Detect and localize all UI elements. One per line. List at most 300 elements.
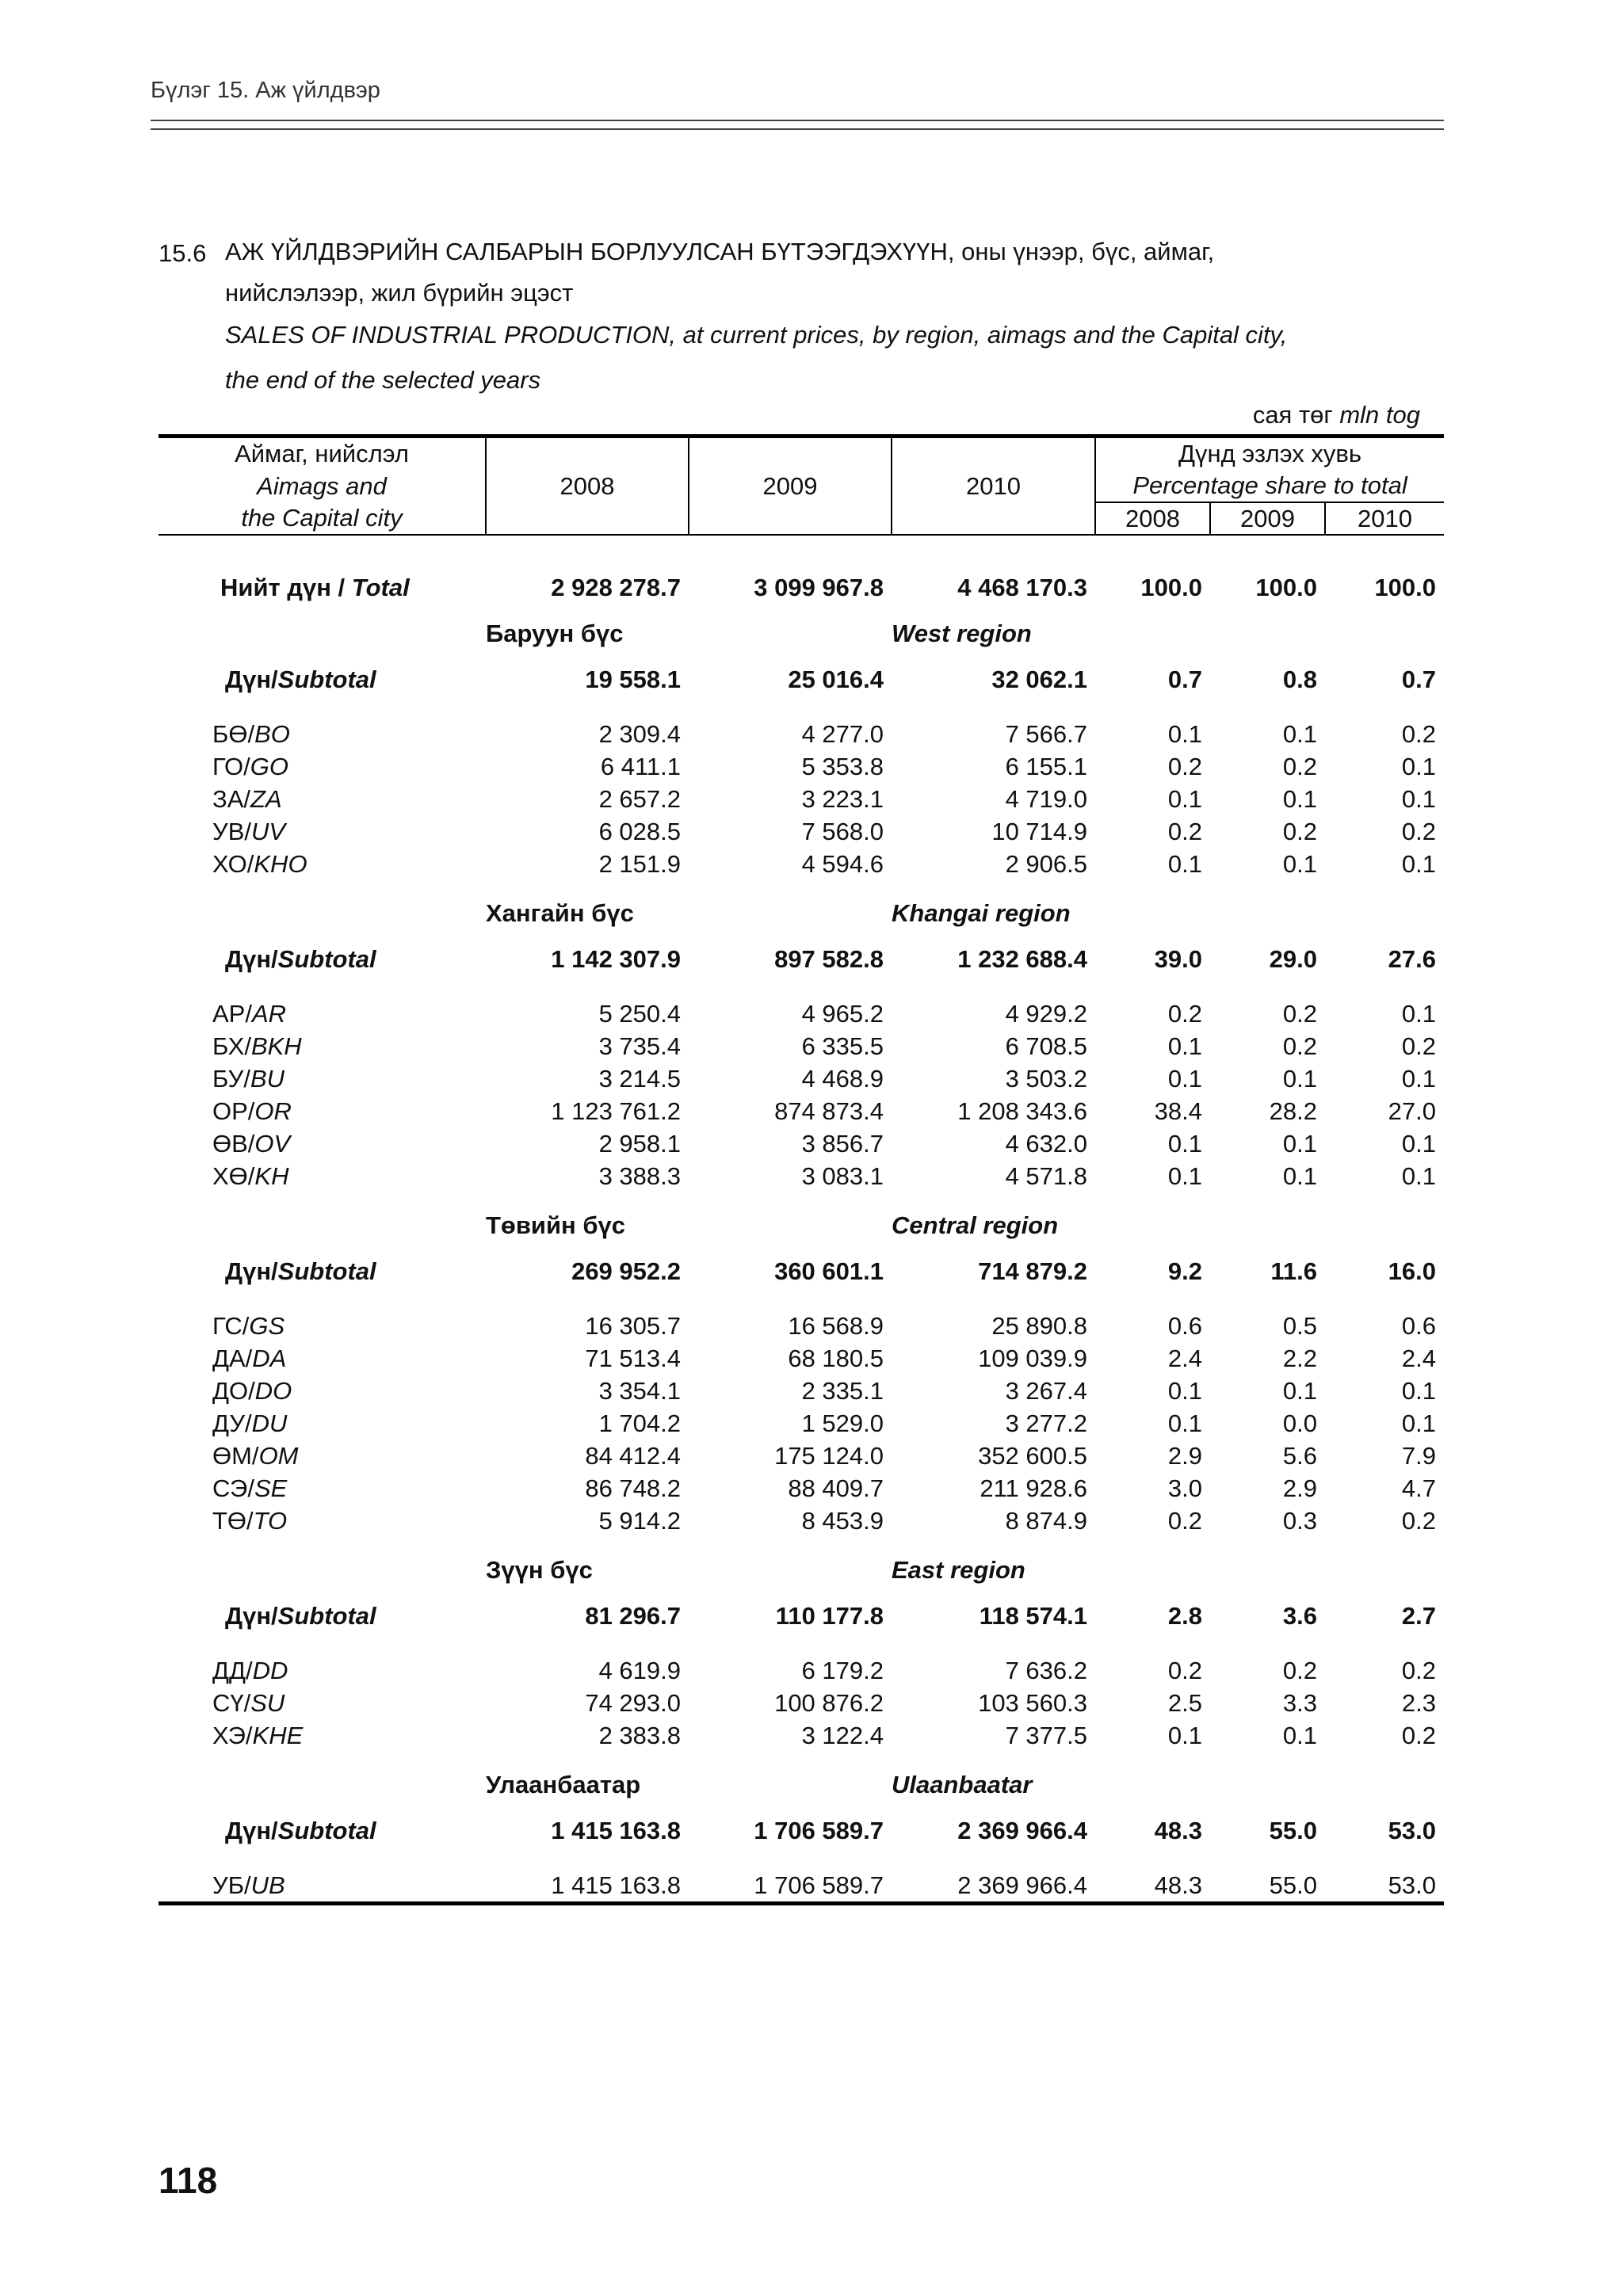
value-cell: 48.3: [1154, 1817, 1202, 1844]
value-cell: 103 560.3: [978, 1689, 1087, 1717]
subtotal-label-en: Subtotal: [277, 1602, 376, 1630]
aimag-code-mn: ӨВ/: [212, 1130, 255, 1158]
value-cell: 0.1: [1167, 1409, 1202, 1437]
value-cell: 0.1: [1167, 850, 1202, 878]
value-cell: 3 214.5: [598, 1065, 681, 1093]
value-cell: 55.0: [1269, 1817, 1317, 1844]
region-name-en-text: West region: [892, 620, 1032, 647]
value-cell: 897 582.8: [774, 945, 884, 973]
value-cell: 0.2: [1401, 1507, 1437, 1535]
aimag-label: [158, 783, 486, 815]
aimag-code-en: UB: [250, 1871, 285, 1899]
aimag-label: [158, 848, 486, 880]
value-cell: 16 305.7: [585, 1312, 681, 1340]
value-cell: 0.8: [1282, 666, 1317, 693]
value-cell: 3.3: [1282, 1689, 1317, 1717]
value-cell: 4.7: [1401, 1474, 1437, 1502]
spacer-row: [158, 1297, 1444, 1310]
value-cell: 2 369 966.4: [957, 1817, 1087, 1844]
value-cell: 0.2: [1401, 1722, 1437, 1749]
aimag-code-mn: ОР/: [212, 1097, 255, 1125]
aimag-code-mn: ГС/: [212, 1312, 250, 1340]
col-2009: 2009: [689, 437, 892, 536]
table-header: [158, 437, 1444, 536]
aimag-code-en: DD: [252, 1657, 288, 1684]
value-cell: 25 016.4: [788, 666, 884, 693]
region-name-mn: Баруун бүс: [486, 620, 624, 647]
value-cell: 3 503.2: [1005, 1065, 1087, 1093]
aimag-code-mn: ДО/: [212, 1377, 255, 1405]
value-cell: 2.4: [1401, 1344, 1437, 1372]
subtotal-label-mn: Дүн/: [225, 1257, 278, 1285]
value-cell: 19 558.1: [585, 666, 681, 693]
value-cell: 4 571.8: [1005, 1162, 1087, 1190]
total-label: [158, 563, 486, 613]
aimag-code-en: SE: [254, 1474, 288, 1502]
aimag-label: [158, 1062, 486, 1095]
value-cell: 48.3: [1095, 1869, 1210, 1904]
table-row: [158, 997, 1444, 1030]
spacer-cell: [158, 1537, 1444, 1550]
table-row: [158, 1062, 1444, 1095]
aimag-code-en: GS: [249, 1312, 285, 1340]
table-row: [158, 1869, 1444, 1904]
table-row: [158, 1375, 1444, 1407]
value-cell: 8 874.9: [1005, 1507, 1087, 1535]
value-cell: 0.2: [1167, 1000, 1202, 1028]
table-row: [158, 783, 1444, 815]
aimag-code-en: TO: [253, 1507, 288, 1535]
value-cell: 352 600.5: [978, 1442, 1087, 1470]
aimag-code-mn: БХ/: [212, 1032, 251, 1060]
col-share-2009: 2009: [1210, 502, 1325, 535]
aimag-label: [158, 1160, 486, 1192]
region-name-en: [892, 1550, 1444, 1591]
value-cell: 27.6: [1388, 945, 1437, 973]
table-row: [158, 1687, 1444, 1719]
value-cell: 0.3: [1282, 1507, 1317, 1535]
aimag-label: [158, 750, 486, 783]
value-cell: 3 354.1: [598, 1377, 681, 1405]
value-cell: 360 601.1: [774, 1257, 884, 1285]
value-cell: 32 062.1: [991, 666, 1087, 693]
value-cell: 0.1: [1282, 1162, 1317, 1190]
aimag-code-en: GO: [250, 753, 289, 780]
value-cell: 0.1: [1167, 720, 1202, 748]
aimag-code-mn: УБ/: [212, 1871, 251, 1899]
spacer-row: [158, 1192, 1444, 1205]
value-cell: 1 706 589.7: [754, 1817, 884, 1844]
value-cell: 1 415 163.8: [551, 1817, 681, 1844]
value-cell: 0.2: [1167, 753, 1202, 780]
table-row: [158, 1160, 1444, 1192]
region-name-en-text: Ulaanbaatar: [892, 1771, 1033, 1798]
value-cell: 2 906.5: [1005, 850, 1087, 878]
col-aimag-mn: Аймаг, нийслэл: [158, 437, 486, 471]
value-cell: 1 704.2: [598, 1409, 681, 1437]
value-cell: 0.2: [1282, 753, 1317, 780]
value-cell: 100 876.2: [774, 1689, 884, 1717]
aimag-code-mn: СЭ/: [212, 1474, 254, 1502]
value-cell: 0.1: [1401, 1162, 1437, 1190]
region-name-en: [892, 893, 1444, 934]
unit-en: mln tog: [1339, 401, 1420, 429]
value-cell: 0.2: [1167, 818, 1202, 845]
aimag-code-mn: ТӨ/: [212, 1507, 254, 1535]
aimag-code-en: KHE: [252, 1722, 304, 1749]
title-mn-line1: АЖ ҮЙЛДВЭРИЙН САЛБАРЫН БОРЛУУЛСАН БҮТЭЭГДЭХҮҮН, оны үнээр, бүс, аймаг,: [225, 238, 1215, 265]
value-cell: 0.1: [1167, 785, 1202, 813]
aimag-code-mn: ДУ/: [212, 1409, 252, 1437]
col-share-2010: 2010: [1325, 502, 1444, 535]
value-cell: 0.1: [1282, 850, 1317, 878]
table-row: [158, 1030, 1444, 1062]
value-cell: 0.1: [1401, 1377, 1437, 1405]
spacer-row: [158, 985, 1444, 997]
aimag-label: [158, 1472, 486, 1505]
value-cell: 10 714.9: [991, 818, 1087, 845]
value-cell: 0.2: [1401, 1657, 1437, 1684]
col-share-mn: Дүнд эзлэх хувь: [1095, 437, 1444, 471]
aimag-code-mn: ХӨ/: [212, 1162, 255, 1190]
value-cell: 2 151.9: [598, 850, 681, 878]
value-cell: 0.2: [1282, 818, 1317, 845]
aimag-label: [158, 1505, 486, 1537]
aimag-code-en: UV: [250, 818, 286, 845]
value-cell: 0.1: [1401, 1000, 1437, 1028]
value-cell: 175 124.0: [774, 1442, 884, 1470]
value-cell: 0.1: [1282, 1130, 1317, 1158]
value-cell: 3 099 967.8: [754, 574, 884, 601]
chapter-header: Бүлэг 15. Аж үйлдвэр: [151, 78, 380, 103]
col-share-en: Percentage share to total: [1095, 470, 1444, 502]
region-name-en: [892, 613, 1444, 654]
spacer-cell: [158, 880, 1444, 893]
value-cell: 2.5: [1167, 1689, 1202, 1717]
subtotal-row: [158, 654, 1444, 705]
value-cell: 0.1: [1401, 1130, 1437, 1158]
value-cell: 3 856.7: [801, 1130, 884, 1158]
table-row: [158, 1095, 1444, 1127]
aimag-code-mn: УВ/: [212, 818, 251, 845]
aimag-label: [158, 1687, 486, 1719]
aimag-label: [158, 1440, 486, 1472]
value-cell: 7 377.5: [1005, 1722, 1087, 1749]
value-cell: 0.0: [1282, 1409, 1317, 1437]
subtotal-label-mn: Дүн/: [225, 1817, 278, 1844]
value-cell: 5 250.4: [598, 1000, 681, 1028]
value-cell: 1 706 589.7: [689, 1869, 892, 1904]
aimag-label: [158, 1407, 486, 1440]
value-cell: 118 574.1: [979, 1602, 1087, 1630]
value-cell: 55.0: [1210, 1869, 1325, 1904]
value-cell: 110 177.8: [775, 1602, 884, 1630]
aimag-code-en: DA: [252, 1344, 287, 1372]
page-number: 118: [158, 2160, 218, 2201]
value-cell: 100.0: [1140, 574, 1202, 601]
value-cell: 3 735.4: [598, 1032, 681, 1060]
value-cell: 2.9: [1282, 1474, 1317, 1502]
value-cell: 3 267.4: [1005, 1377, 1087, 1405]
value-cell: 2 657.2: [598, 785, 681, 813]
aimag-code-mn: СҮ/: [212, 1689, 251, 1717]
col-2010: 2010: [892, 437, 1095, 536]
aimag-label: [158, 997, 486, 1030]
region-spacer: [158, 613, 486, 654]
spacer-row: [158, 880, 1444, 893]
value-cell: 0.6: [1167, 1312, 1202, 1340]
aimag-code-mn: ГО/: [212, 753, 250, 780]
title-en-line2: the end of the selected years: [225, 366, 541, 394]
title-mn-line2: нийслэлээр, жил бүрийн эцэст: [225, 279, 574, 307]
subtotal-label-mn: Дүн/: [225, 666, 278, 693]
value-cell: 3.0: [1167, 1474, 1202, 1502]
aimag-code-en: BKH: [250, 1032, 302, 1060]
aimag-code-mn: БӨ/: [212, 720, 255, 748]
aimag-label: [158, 1310, 486, 1342]
value-cell: 88 409.7: [788, 1474, 884, 1502]
value-cell: 4 468.9: [801, 1065, 884, 1093]
value-cell: 74 293.0: [585, 1689, 681, 1717]
sales-table: [158, 434, 1444, 1905]
region-name-mn: Төвийн бүс: [486, 1211, 626, 1239]
value-cell: 0.1: [1282, 785, 1317, 813]
total-label-mn: Нийт дүн /: [220, 574, 352, 601]
spacer-cell: [158, 705, 1444, 718]
value-cell: 4 719.0: [1005, 785, 1087, 813]
aimag-code-mn: ХЭ/: [212, 1722, 253, 1749]
value-cell: 7.9: [1401, 1442, 1437, 1470]
value-cell: 2 958.1: [598, 1130, 681, 1158]
value-cell: 0.1: [1167, 1162, 1202, 1190]
spacer-cell: [158, 535, 1444, 563]
col-share-2008: 2008: [1095, 502, 1210, 535]
subtotal-label: [158, 1806, 486, 1856]
value-cell: 2.7: [1401, 1602, 1437, 1630]
value-cell: 0.1: [1167, 1065, 1202, 1093]
region-name-en-text: Khangai region: [892, 899, 1071, 927]
value-cell: 0.2: [1282, 1032, 1317, 1060]
value-cell: 0.1: [1167, 1130, 1202, 1158]
value-cell: 6 708.5: [1005, 1032, 1087, 1060]
aimag-code-en: OV: [254, 1130, 291, 1158]
header-rule-top: [151, 120, 1444, 121]
aimag-code-en: OM: [258, 1442, 299, 1470]
subtotal-label-en: Subtotal: [277, 666, 376, 693]
aimag-code-en: KHO: [254, 850, 307, 878]
value-cell: 0.1: [1401, 1065, 1437, 1093]
value-cell: 9.2: [1167, 1257, 1202, 1285]
value-cell: 4 277.0: [801, 720, 884, 748]
value-cell: 2 309.4: [598, 720, 681, 748]
value-cell: 2 383.8: [598, 1722, 681, 1749]
aimag-label: [158, 1719, 486, 1752]
spacer-row: [158, 705, 1444, 718]
region-spacer: [158, 1550, 486, 1591]
subtotal-label-mn: Дүн/: [225, 945, 278, 973]
subtotal-label-en: Subtotal: [277, 1257, 376, 1285]
value-cell: 3 083.1: [801, 1162, 884, 1190]
spacer-cell: [158, 1856, 1444, 1869]
title-en-line1: SALES OF INDUSTRIAL PRODUCTION, at current prices, by region, aimags and the Capital city,: [225, 321, 1288, 349]
value-cell: 5 353.8: [801, 753, 884, 780]
header-rule-bottom: [151, 128, 1444, 130]
aimag-label: [158, 1342, 486, 1375]
value-cell: 2.9: [1167, 1442, 1202, 1470]
spacer-row: [158, 1642, 1444, 1654]
table-row: [158, 1654, 1444, 1687]
value-cell: 4 594.6: [801, 850, 884, 878]
aimag-code-mn: ӨМ/: [212, 1442, 259, 1470]
value-cell: 29.0: [1269, 945, 1317, 973]
aimag-label: [158, 815, 486, 848]
value-cell: 2.3: [1401, 1689, 1437, 1717]
value-cell: 714 879.2: [978, 1257, 1087, 1285]
aimag-code-mn: БУ/: [212, 1065, 250, 1093]
value-cell: 71 513.4: [585, 1344, 681, 1372]
value-cell: 0.1: [1401, 1409, 1437, 1437]
value-cell: 6 335.5: [801, 1032, 884, 1060]
value-cell: 0.2: [1167, 1507, 1202, 1535]
value-cell: 2.8: [1167, 1602, 1202, 1630]
region-header-row: [158, 613, 1444, 654]
spacer-cell: [158, 985, 1444, 997]
col-aimag-en2: the Capital city: [158, 502, 486, 535]
aimag-label: [158, 1869, 486, 1904]
table-row: [158, 1472, 1444, 1505]
value-cell: 0.1: [1167, 1032, 1202, 1060]
table-row: [158, 1440, 1444, 1472]
region-header-row: [158, 893, 1444, 934]
aimag-label: [158, 1654, 486, 1687]
subtotal-row: [158, 934, 1444, 985]
region-name-mn: Хангайн бүс: [486, 899, 634, 927]
subtotal-row: [158, 1806, 1444, 1856]
aimag-code-mn: ДА/: [212, 1344, 253, 1372]
value-cell: 2 335.1: [801, 1377, 884, 1405]
value-cell: 11.6: [1270, 1257, 1317, 1285]
value-cell: 86 748.2: [585, 1474, 681, 1502]
value-cell: 0.2: [1401, 818, 1437, 845]
spacer-row: [158, 535, 1444, 563]
total-label-en: Total: [351, 574, 410, 601]
spacer-cell: [158, 1297, 1444, 1310]
subtotal-label-en: Subtotal: [277, 945, 376, 973]
aimag-code-en: AR: [251, 1000, 287, 1028]
region-header-row: [158, 1550, 1444, 1591]
value-cell: 16 568.9: [788, 1312, 884, 1340]
value-cell: 4 929.2: [1005, 1000, 1087, 1028]
region-spacer: [158, 893, 486, 934]
spacer-row: [158, 1537, 1444, 1550]
spacer-cell: [158, 1192, 1444, 1205]
region-spacer: [158, 1764, 486, 1806]
aimag-code-mn: АР/: [212, 1000, 252, 1028]
value-cell: 4 468 170.3: [957, 574, 1087, 601]
region-header-row: [158, 1764, 1444, 1806]
subtotal-label: [158, 1246, 486, 1297]
value-cell: 84 412.4: [585, 1442, 681, 1470]
subtotal-label: [158, 654, 486, 705]
spacer-row: [158, 1752, 1444, 1764]
subtotal-row: [158, 1591, 1444, 1642]
value-cell: 0.7: [1401, 666, 1437, 693]
unit-label: [1253, 401, 1420, 429]
value-cell: 6 155.1: [1005, 753, 1087, 780]
value-cell: 0.1: [1282, 1065, 1317, 1093]
value-cell: 211 928.6: [980, 1474, 1087, 1502]
aimag-code-mn: ЗА/: [212, 785, 251, 813]
value-cell: 0.2: [1401, 1032, 1437, 1060]
table-row: [158, 1342, 1444, 1375]
value-cell: 6 179.2: [801, 1657, 884, 1684]
value-cell: 25 890.8: [991, 1312, 1087, 1340]
aimag-code-en: ZA: [250, 785, 282, 813]
value-cell: 269 952.2: [571, 1257, 681, 1285]
aimag-code-en: KH: [254, 1162, 289, 1190]
value-cell: 2.2: [1282, 1344, 1317, 1372]
aimag-code-mn: ДД/: [212, 1657, 253, 1684]
region-header-row: [158, 1205, 1444, 1246]
value-cell: 6 411.1: [600, 753, 681, 780]
value-cell: 2.4: [1167, 1344, 1202, 1372]
aimag-label: [158, 718, 486, 750]
value-cell: 68 180.5: [788, 1344, 884, 1372]
spacer-cell: [158, 1752, 1444, 1764]
value-cell: 109 039.9: [978, 1344, 1087, 1372]
value-cell: 6 028.5: [598, 818, 681, 845]
value-cell: 100.0: [1255, 574, 1317, 601]
value-cell: 0.6: [1401, 1312, 1437, 1340]
region-name-en: [892, 1205, 1444, 1246]
value-cell: 7 568.0: [801, 818, 884, 845]
table-body: [158, 535, 1444, 1904]
value-cell: 1 232 688.4: [957, 945, 1087, 973]
value-cell: 1 208 343.6: [957, 1097, 1087, 1125]
value-cell: 0.7: [1167, 666, 1202, 693]
table-row: [158, 1127, 1444, 1160]
value-cell: 5.6: [1282, 1442, 1317, 1470]
table-row: [158, 1407, 1444, 1440]
value-cell: 16.0: [1388, 1257, 1437, 1285]
table-row: [158, 718, 1444, 750]
subtotal-label: [158, 1591, 486, 1642]
value-cell: 1 415 163.8: [486, 1869, 689, 1904]
col-aimag-en1: Aimags and: [257, 471, 387, 500]
aimag-code-en: BO: [254, 720, 290, 748]
spacer-cell: [158, 1642, 1444, 1654]
subtotal-label-en: Subtotal: [277, 1817, 376, 1844]
aimag-code-en: SU: [250, 1689, 285, 1717]
value-cell: 38.4: [1154, 1097, 1202, 1125]
aimag-code-en: OR: [254, 1097, 292, 1125]
value-cell: 53.0: [1388, 1817, 1437, 1844]
value-cell: 3 122.4: [801, 1722, 884, 1749]
value-cell: 3 223.1: [801, 785, 884, 813]
value-cell: 4 632.0: [1005, 1130, 1087, 1158]
table-row: [158, 1505, 1444, 1537]
value-cell: 0.1: [1401, 850, 1437, 878]
value-cell: 53.0: [1325, 1869, 1444, 1904]
table-row: [158, 1719, 1444, 1752]
table-row: [158, 815, 1444, 848]
value-cell: 2 928 278.7: [551, 574, 681, 601]
region-spacer: [158, 1205, 486, 1246]
region-name-en-text: Central region: [892, 1211, 1059, 1239]
col-2008: 2008: [486, 437, 689, 536]
value-cell: 7 566.7: [1005, 720, 1087, 748]
value-cell: 3.6: [1282, 1602, 1317, 1630]
